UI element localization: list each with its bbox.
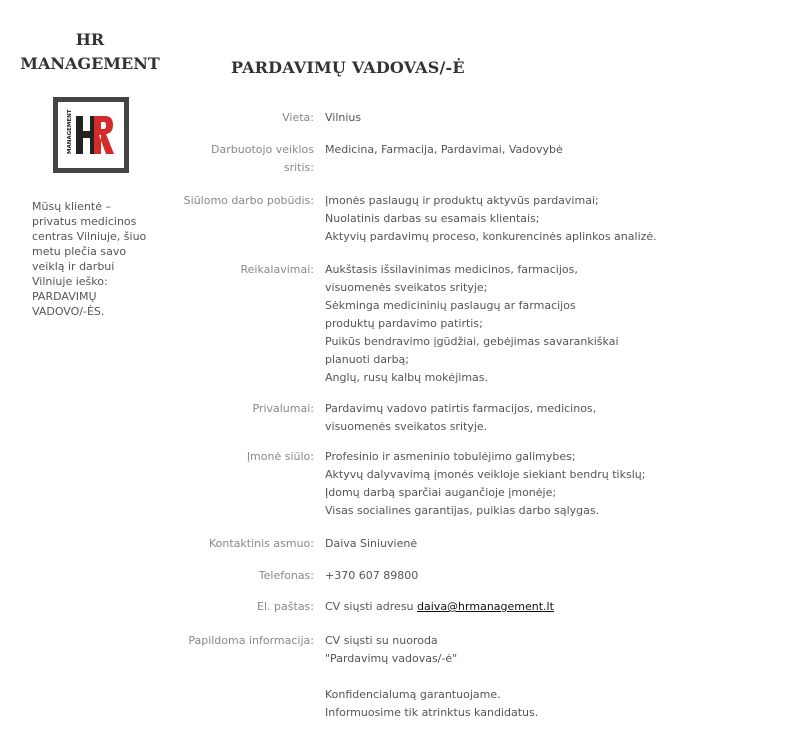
client-intro-line: PARDAVIMŲ xyxy=(32,290,97,303)
field-value xyxy=(325,448,685,520)
client-intro-line: VADOVO/-ĖS. xyxy=(32,305,105,318)
value-line: Sėkminga medicininių paslaugų ar farmacijos xyxy=(325,299,576,312)
field-value xyxy=(325,192,685,246)
label-line: Darbuotojo veiklos xyxy=(211,143,314,156)
value-line: Medicina, Farmacija, Pardavimai, Vadovybė xyxy=(325,143,563,156)
page-title: PARDAVIMŲ VADOVAS/-Ė xyxy=(231,58,465,77)
value-line: visuomenės sveikatos srityje. xyxy=(325,420,488,433)
company-name xyxy=(0,28,180,76)
value-line: CV siųsti su nuoroda xyxy=(325,634,438,647)
field-value xyxy=(325,141,685,159)
client-intro-line: centras Vilniuje, šiuo xyxy=(32,230,147,243)
field-value xyxy=(325,261,685,387)
field-value xyxy=(325,400,685,436)
logo-vertical-text: MANAGEMENT xyxy=(67,109,73,154)
email-link[interactable]: daiva@hrmanagement.lt xyxy=(417,600,554,613)
field-label: El. paštas: xyxy=(257,600,314,613)
field-value xyxy=(325,632,685,722)
company-logo xyxy=(53,97,129,173)
field-label: Kontaktinis asmuo: xyxy=(208,537,314,550)
client-intro-line: Mūsų klientė – xyxy=(32,200,111,213)
field-label: Privalumai: xyxy=(252,402,314,415)
client-intro-line: veiklą ir darbui xyxy=(32,260,115,273)
field-label: Įmonė siūlo: xyxy=(246,450,314,463)
value-line: Nuolatinis darbas su esamais klientais; xyxy=(325,212,540,225)
hr-logo-icon xyxy=(63,107,119,163)
email-prefix: CV siųsti adresu xyxy=(325,600,418,613)
field-label xyxy=(154,141,314,177)
value-line: Puikūs bendravimo įgūdžiai, gebėjimas savarankiškai xyxy=(325,335,619,348)
field-value xyxy=(325,535,685,553)
field-label: Reikalavimai: xyxy=(240,263,314,276)
company-name-line1: HR xyxy=(75,30,105,49)
field-value xyxy=(325,598,685,616)
field-label: Telefonas: xyxy=(258,569,314,582)
field-label: Vieta: xyxy=(282,111,314,124)
value-line: Visas socialines garantijas, puikias darbo sąlygas. xyxy=(325,504,600,517)
value-line: Įmonės paslaugų ir produktų aktyvūs pardavimai; xyxy=(325,194,599,207)
company-name-line2: MANAGEMENT xyxy=(20,54,160,73)
value-line: Daiva Siniuvienė xyxy=(325,537,418,550)
field-value xyxy=(325,567,685,585)
spacer xyxy=(325,668,685,686)
value-line: Vilnius xyxy=(325,111,362,124)
client-intro-line: privatus medicinos xyxy=(32,215,137,228)
label-line: sritis: xyxy=(283,161,314,174)
value-line: Aktyvų dalyvavimą įmonės veikloje siekiant bendrų tikslų; xyxy=(325,468,646,481)
value-line: Anglų, rusų kalbų mokėjimas. xyxy=(325,371,488,384)
value-line: Konfidencialumą garantuojame. xyxy=(325,688,501,701)
value-line: Informuosime tik atrinktus kandidatus. xyxy=(325,706,539,719)
client-intro xyxy=(32,199,157,319)
value-line: +370 607 89800 xyxy=(325,569,419,582)
value-line: Pardavimų vadovo patirtis farmacijos, medicinos, xyxy=(325,402,597,415)
value-line xyxy=(325,598,685,616)
client-intro-line: Vilniuje ieško: xyxy=(32,275,108,288)
value-line: planuoti darbą; xyxy=(325,353,409,366)
client-intro-line: metu plečia savo xyxy=(32,245,127,258)
value-line: Įdomų darbą sparčiai augančioje įmonėje; xyxy=(325,486,557,499)
value-line: visuomenės sveikatos srityje; xyxy=(325,281,488,294)
value-line: Profesinio ir asmeninio tobulėjimo galimybes; xyxy=(325,450,576,463)
field-label: Siūlomo darbo pobūdis: xyxy=(183,194,314,207)
value-line: Aukštasis išsilavinimas medicinos, farmacijos, xyxy=(325,263,578,276)
value-line: "Pardavimų vadovas/-ė" xyxy=(325,652,458,665)
field-value xyxy=(325,109,685,127)
value-line: Aktyvių pardavimų proceso, konkurencinės aplinkos analizė. xyxy=(325,230,657,243)
value-line: produktų pardavimo patirtis; xyxy=(325,317,483,330)
field-label: Papildoma informacija: xyxy=(188,634,314,647)
